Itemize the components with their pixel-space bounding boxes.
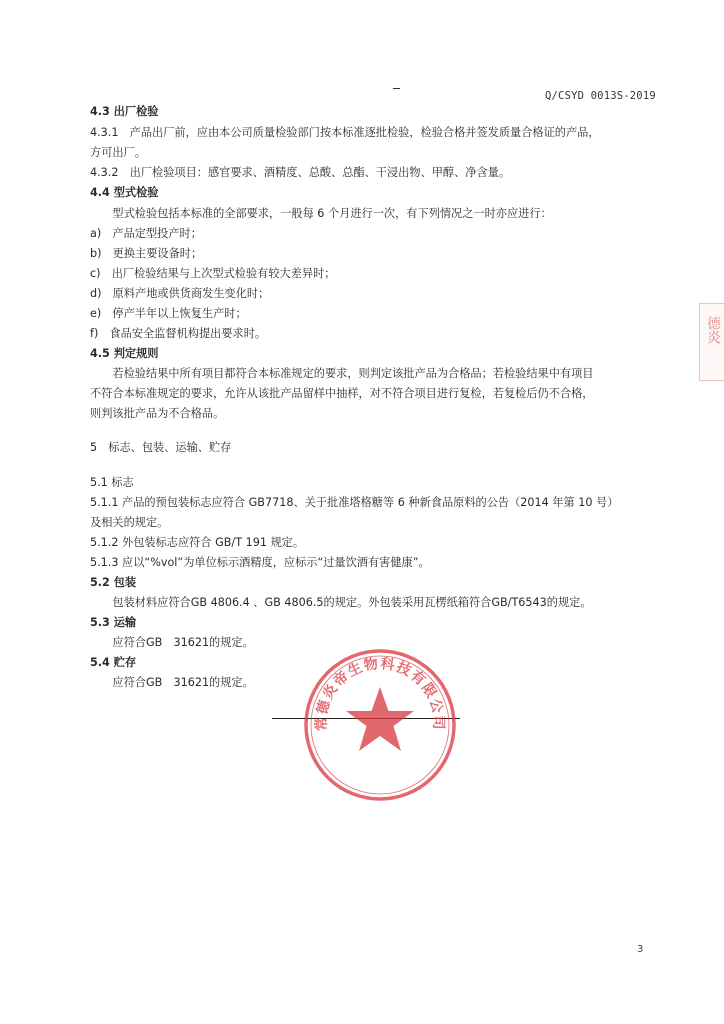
list-item-f: f) 食品安全监督机构提出要求时。 <box>90 327 267 340</box>
type-test-intro: 型式检验包括本标准的全部要求，一般每 6 个月进行一次，有下列情况之一时亦应进行： <box>90 207 552 220</box>
list-item-a: a) 产品定型投产时； <box>90 227 202 240</box>
standard-code: Q/CSYD 0013S-2019 <box>545 90 656 102</box>
side-seal-fragment <box>699 303 724 381</box>
clause-4-3-1: 4.3.1 产品出厂前，应由本公司质量检验部门按本标准逐批检验，检验合格并签发质量合格证的产品， <box>90 126 600 139</box>
list-item-e: e) 停产半年以上恢复生产时； <box>90 307 247 320</box>
company-seal <box>300 645 460 805</box>
svg-text:常德炎帝生物科技有限公司: 常德炎帝生物科技有限公司 <box>313 656 447 732</box>
storage-text: 应符合GB 31621的规定。 <box>90 676 254 689</box>
clause-5-1-2: 5.1.2 外包装标志应符合 GB/T 191 规定。 <box>90 536 305 549</box>
clause-5-1-1: 5.1.1 产品的预包装标志应符合 GB7718、关于批准塔格糖等 6 种新食品原料的公告（2014 年第 10 号） <box>90 496 619 509</box>
list-item-d: d) 原料产地或供货商发生变化时； <box>90 287 270 300</box>
transport-text: 应符合GB 31621的规定。 <box>90 636 254 649</box>
judgement-rule-line-1: 若检验结果中所有项目都符合本标准规定的要求，则判定该批产品为合格品；若检验结果中有项目 <box>90 367 594 380</box>
section-5-3-heading: 5.3 运输 <box>90 616 137 629</box>
clause-4-3-1-cont: 方可出厂。 <box>90 146 146 159</box>
side-seal-text: 德炎 <box>705 316 721 344</box>
section-5-heading: 5 标志、包装、运输、贮存 <box>90 441 232 454</box>
list-item-c: c) 出厂检验结果与上次型式检验有较大差异时； <box>90 267 336 280</box>
list-item-b: b) 更换主要设备时； <box>90 247 203 260</box>
section-4-4-heading: 4.4 型式检验 <box>90 186 159 199</box>
section-5-4-heading: 5.4 贮存 <box>90 656 137 669</box>
packaging-text: 包装材料应符合GB 4806.4 、GB 4806.5的规定。外包装采用瓦楞纸箱符合GB/T6543的规定。 <box>90 596 592 609</box>
section-5-2-heading: 5.2 包装 <box>90 576 137 589</box>
page-number: 3 <box>637 944 644 955</box>
clause-5-1-3: 5.1.3 应以“%vol”为单位标示酒精度，应标示“过量饮酒有害健康”。 <box>90 556 430 569</box>
seal-star-icon <box>346 687 414 751</box>
clause-5-1-1-cont: 及相关的规定。 <box>90 516 169 529</box>
section-4-3-heading: 4.3 出厂检验 <box>90 105 159 118</box>
top-dash <box>393 88 400 89</box>
judgement-rule-line-3: 则判该批产品为不合格品。 <box>90 407 225 420</box>
section-4-5-heading: 4.5 判定规则 <box>90 347 159 360</box>
section-5-1-heading: 5.1 标志 <box>90 476 134 489</box>
judgement-rule-line-2: 不符合本标准规定的要求，允许从该批产品留样中抽样，对不符合项目进行复检，若复检后仍不合格， <box>90 387 594 400</box>
clause-4-3-2: 4.3.2 出厂检验项目：感官要求、酒精度、总酸、总酯、干浸出物、甲醇、净含量。 <box>90 166 511 179</box>
